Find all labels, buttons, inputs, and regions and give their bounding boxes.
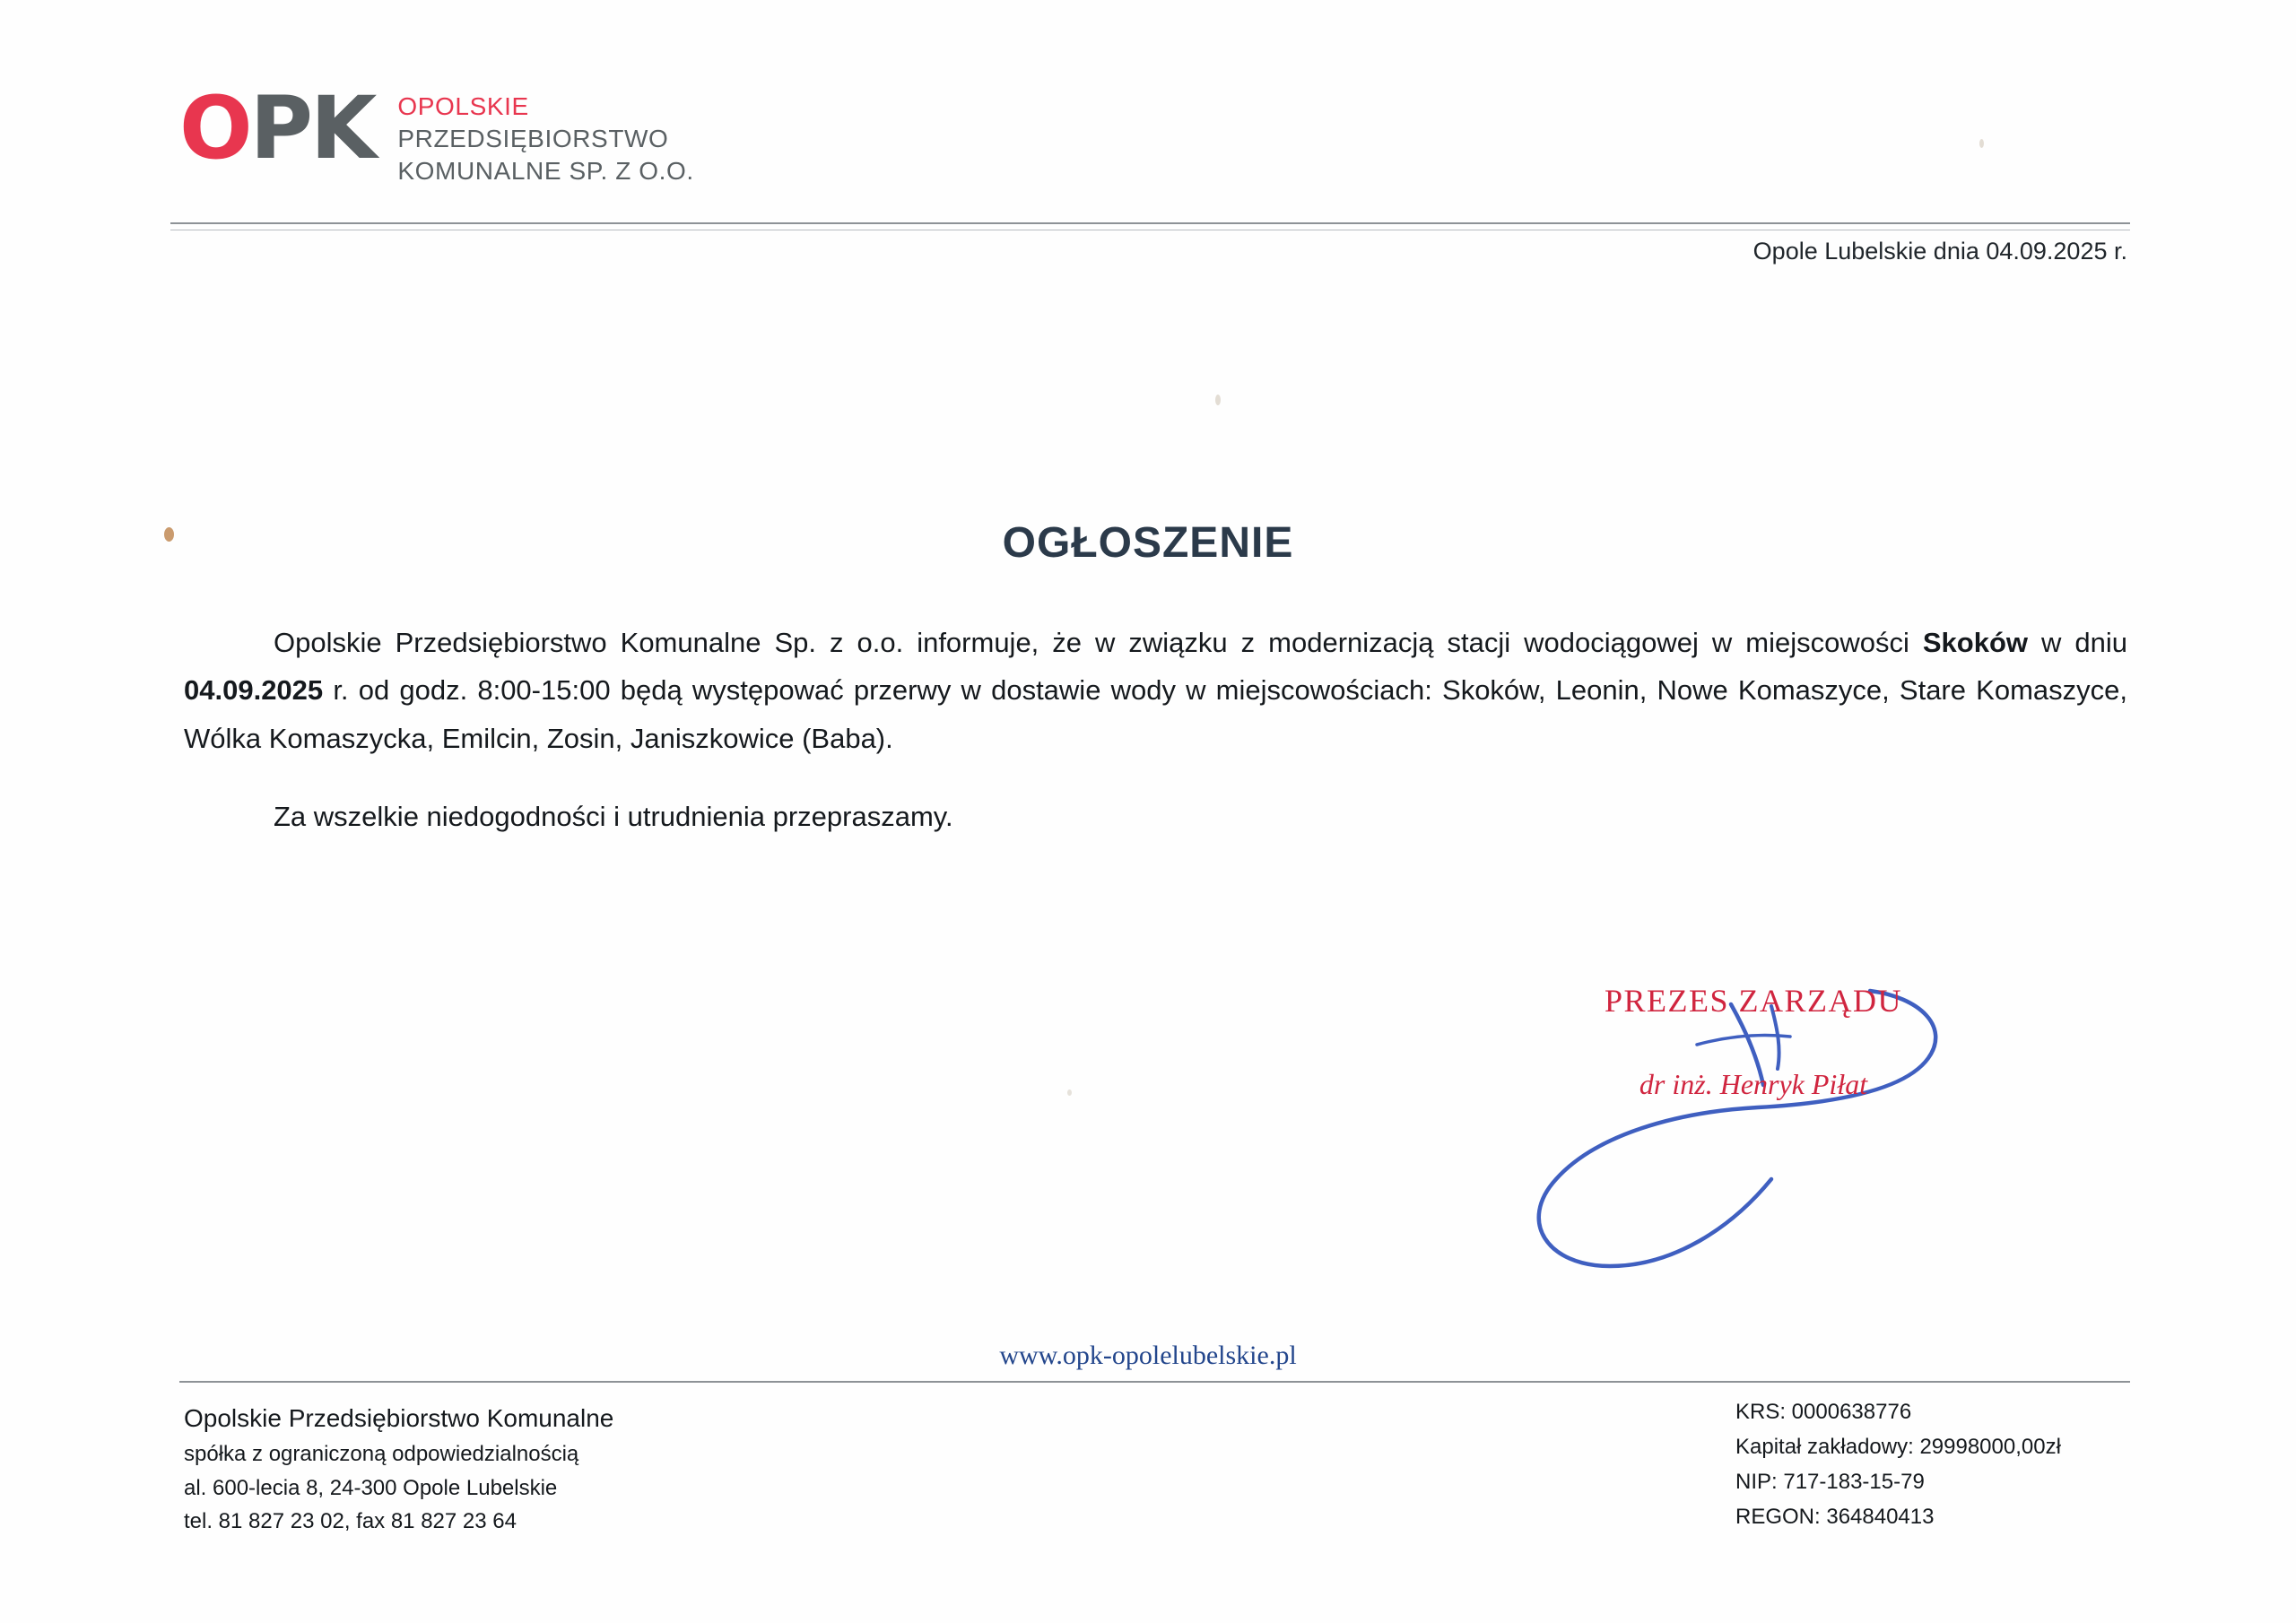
scan-speck: [1067, 1089, 1072, 1096]
opk-logo-icon: [179, 78, 375, 178]
company-header: [179, 78, 694, 187]
scan-speck: [1979, 139, 1984, 148]
signature-role: PREZES ZARZĄDU: [1604, 983, 1902, 1019]
footer-divider: [179, 1381, 2130, 1383]
website-link[interactable]: [0, 1341, 2296, 1371]
footer-regon: REGON: 364840413: [1735, 1504, 1935, 1529]
notice-date: 04.09.2025: [184, 674, 324, 707]
footer-capital: Kapitał zakładowy: 29998000,00zł: [1735, 1434, 2061, 1459]
notice-part-3: r. od godz. 8:00-15:00 będą występować przerwy w dostawie wody w miejscowościach: Skoków, Leonin, Nowe Komaszyce, Stare Komaszyce, Wólka Komaszycka, Emilcin, Zosin, Janiszkowice (Baba).: [184, 674, 2127, 754]
signature-block: [1543, 982, 1964, 1101]
logo-letters-pk: PK: [249, 78, 375, 178]
page-title: OGŁOSZENIE: [1002, 519, 1294, 567]
header-divider: [170, 222, 2130, 224]
logo-letter-o: O: [179, 78, 250, 178]
notice-part-2: w dniu: [2028, 627, 2127, 658]
company-name-line-3: KOMUNALNE SP. Z O.O.: [397, 156, 694, 185]
paragraph-notice: [184, 619, 2127, 762]
footer-company-details: [184, 1399, 613, 1538]
footer-company-name: Opolskie Przedsiębiorstwo Komunalne: [184, 1404, 614, 1432]
signature-name: dr inż. Henryk Piłat: [1639, 1068, 1868, 1100]
notice-locality: Skoków: [1922, 627, 2028, 658]
company-name-line-2: PRZEDSIĘBIORSTWO: [397, 124, 669, 152]
footer-company-phone: tel. 81 827 23 02, fax 81 827 23 64: [184, 1508, 517, 1533]
website-link-text: www.opk-opolelubelskie.pl: [999, 1341, 1297, 1370]
footer-nip: NIP: 717-183-15-79: [1735, 1469, 1925, 1494]
company-name-block: [397, 91, 693, 187]
footer-krs: KRS: 0000638776: [1735, 1400, 1912, 1424]
paragraph-apology: Za wszelkie niedogodności i utrudnienia przepraszamy.: [274, 800, 953, 832]
scan-speck: [1215, 395, 1221, 405]
document-date: Opole Lubelskie dnia 04.09.2025 r.: [1752, 238, 2127, 265]
footer-company-form: spółka z ograniczoną odpowiedzialnością: [184, 1442, 579, 1467]
footer-company-address: al. 600-lecia 8, 24-300 Opole Lubelskie: [184, 1475, 558, 1500]
footer-registry-details: [1735, 1395, 2061, 1535]
document-body: [184, 619, 2127, 871]
scan-speck: [164, 527, 174, 542]
company-name-line-1: OPOLSKIE: [397, 92, 529, 120]
notice-part-1: Opolskie Przedsiębiorstwo Komunalne Sp. z o.o. informuje, że w związku z modernizacją stacji wodociągowej w miejscowości: [274, 627, 1923, 658]
